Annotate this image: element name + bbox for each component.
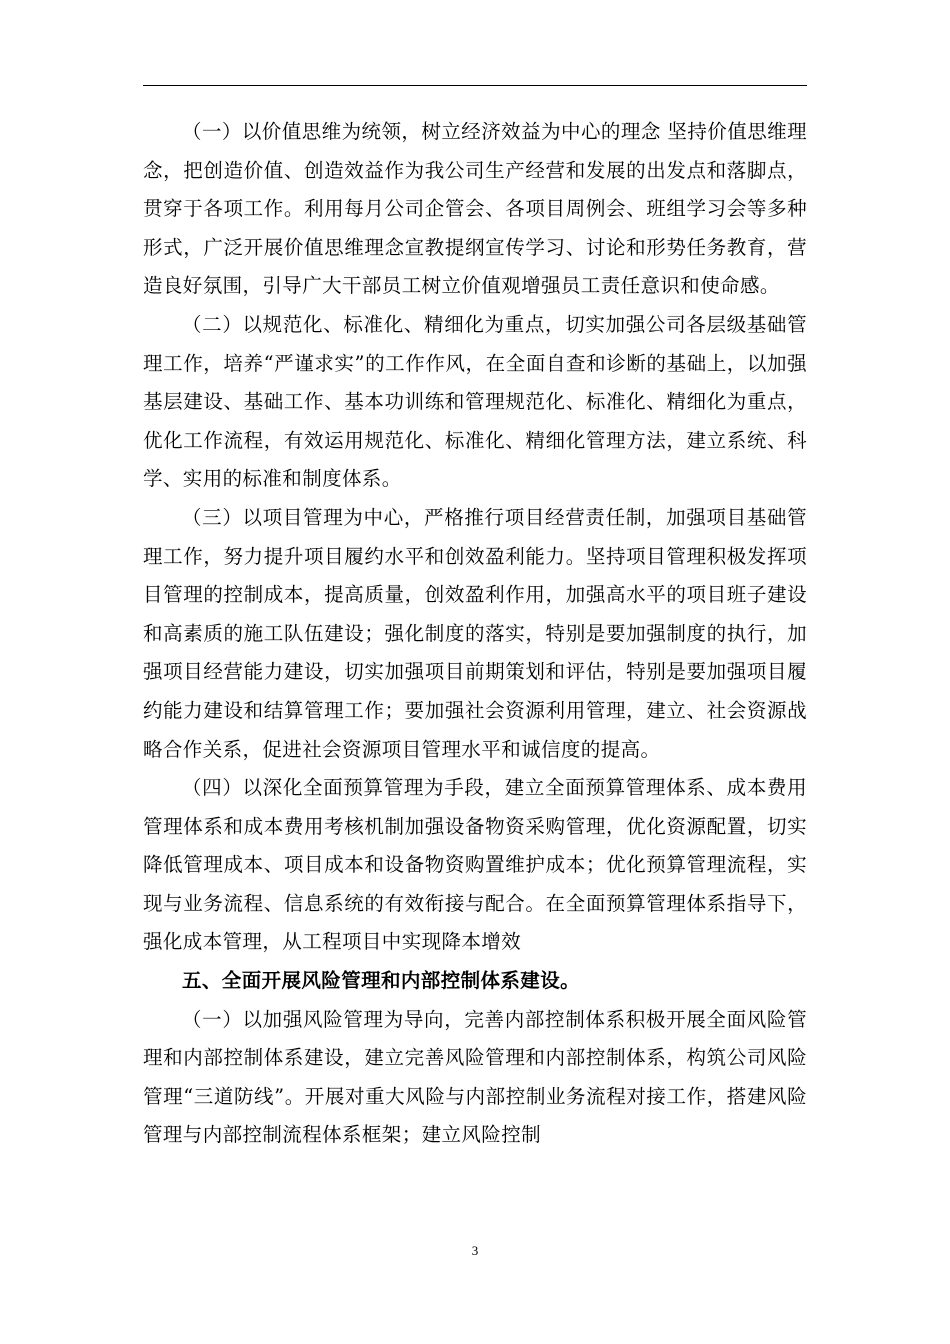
paragraph-risk-management: （一）以加强风险管理为导向，完善内部控制体系积极开展全面风险管理和内部控制体系建设，建立完善风险管理和内部控制体系，构筑公司风险管理“三道防线”。开展对重大风险与内部控制业务流程对接工作，搭建风险管理与内部控制流程体系框架；建立风险控制: [143, 1007, 807, 1147]
section-heading: 五、全面开展风险管理和内部控制体系建设。: [182, 969, 581, 993]
header-rule: [143, 85, 807, 86]
paragraph-standardization: （二）以规范化、标准化、精细化为重点，切实加强公司各层级基础管理工作，培养“严谨求实”的工作作风，在全面自查和诊断的基础上，以加强基层建设、基础工作、基本功训练和管理规范化、标准化、精细化为重点，优化工作流程，有效运用规范化、标准化、精细化管理方法，建立系统、科学、实用的标准和制度体系。: [143, 312, 807, 491]
paragraph-project-management: （三）以项目管理为中心，严格推行项目经营责任制，加强项目基础管理工作，努力提升项目履约水平和创效盈利能力。坚持项目管理积极发挥项目管理的控制成本，提高质量，创效盈利作用，加强高水平的项目班子建设和高素质的施工队伍建设；强化制度的落实，特别是要加强制度的执行，加强项目经营能力建设，切实加强项目前期策划和评估，特别是要加强项目履约能力建设和结算管理工作；要加强社会资源利用管理，建立、社会资源战略合作关系，促进社会资源项目管理水平和诚信度的提高。: [143, 505, 807, 761]
paragraph-value-thinking: （一）以价值思维为统领，树立经济效益为中心的理念 坚持价值思维理念，把创造价值、创造效益作为我公司生产经营和发展的出发点和落脚点，贯穿于各项工作。利用每月公司企管会、各项目周例会、班组学习会等多种形式，广泛开展价值思维理念宣教提纲宣传学习、讨论和形势任务教育，营造良好氛围，引导广大干部员工树立价值观增强员工责任意识和使命感。: [143, 120, 807, 298]
document-body: [143, 113, 807, 1155]
paragraph-budget-management: （四）以深化全面预算管理为手段，建立全面预算管理体系、成本费用管理体系和成本费用考核机制加强设备物资采购管理，优化资源配置，切实降低管理成本、项目成本和设备物资购置维护成本；优化预算管理流程，实现与业务流程、信息系统的有效衔接与配合。在全面预算管理体系指导下，强化成本管理，从工程项目中实现降本增效: [143, 776, 807, 954]
page-number: 3: [471, 1243, 479, 1258]
